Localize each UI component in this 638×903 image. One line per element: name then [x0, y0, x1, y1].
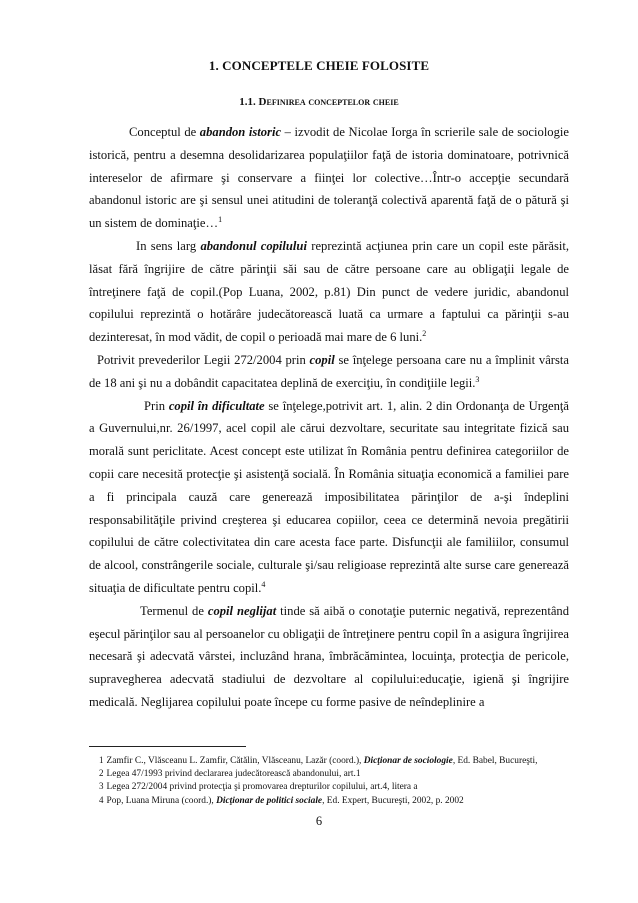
- text-run: Legea 272/2004 privind protecţia şi promovarea drepturilor copilului, art.4, litera a: [106, 782, 418, 793]
- footnote-ref: 1: [218, 215, 223, 225]
- body-text: [89, 121, 569, 714]
- emphasized-term: abandon istoric: [199, 125, 282, 139]
- footnote-number: 4: [99, 794, 104, 805]
- emphasized-term: copil în dificultate: [168, 398, 265, 413]
- text-run: Zamfir C., Vlăsceanu L. Zamfir, Cătălin, Vlăsceanu, Lazăr (coord.),: [106, 756, 364, 766]
- text-run: Termenul de: [140, 603, 208, 618]
- footnote: [89, 795, 569, 808]
- chapter-heading: 1. CONCEPTELE CHEIE FOLOSITE: [208, 58, 430, 73]
- paragraph: [89, 395, 569, 600]
- paragraph: [89, 235, 569, 349]
- text-run: Potrivit prevederilor Legii 272/2004 prin: [97, 352, 310, 367]
- footnote-number: 1: [99, 755, 104, 765]
- text-run: tinde să aibă o conotaţie puternic negativă, reprezentând eşecul părinţilor sau al persoanelor cu obligaţii de întreţinere pentru copil în a asigura îngrijirea necesară şi adecvată vârstei, incluzând hrana, îmbrăcămintea, locuinţa, protecţia de pericole, supravegherea adecvată stadiului de dezvoltare al copilului:educaţie, igienă şi îngrijire medicală. Neglijarea copilului poate începe cu forme pasive de neîndeplinire a: [89, 603, 570, 709]
- text-run: Pop, Luana Miruna (coord.),: [106, 795, 217, 806]
- text-run: In sens larg: [136, 238, 201, 253]
- footnote: [89, 768, 569, 781]
- text-run: Conceptul de: [129, 125, 200, 139]
- footnote-ref: 4: [261, 579, 266, 589]
- footnote-separator: [89, 746, 246, 747]
- paragraph: [89, 121, 569, 235]
- paragraph: [89, 349, 569, 395]
- text-run: se înţelege persoana care nu a împlinit vârsta de 18 ani şi nu a dobândit capacitatea deplină de exerciţiu, în condiţiile legii.: [89, 352, 569, 390]
- emphasized-term: abandonul copilului: [200, 238, 307, 253]
- emphasized-term: Dicţionar de sociologie: [363, 756, 453, 766]
- footnote: [89, 755, 569, 768]
- emphasized-term: Dicţionar de politici sociale: [216, 795, 323, 806]
- paragraph: [89, 600, 569, 714]
- footnote-number: 2: [99, 768, 104, 779]
- footnote-ref: 2: [422, 329, 427, 339]
- section-subheading: 1.1. Definirea conceptelor cheie: [239, 96, 399, 108]
- text-run: Prin: [144, 398, 169, 413]
- text-run: Legea 47/1993 privind declararea judecătorească abandonului, art.1: [106, 769, 361, 780]
- page-number: 6: [315, 814, 323, 828]
- text-run: – izvodit de Nicolae Iorga în scrierile sale de sociologie istorică, pentru a desemna desolidarizarea populaţiilor faţă de istoria dominatoare, potrivnică intereselor de afirmare şi conservare a fiinţei lor colective…Într-o accepţie secundară abandonul istoric are şi sensul unei atitudini de toleranţă colectivă aparentă faţă de o pătură şi un sistem de dominaţie…: [89, 125, 569, 231]
- footnote: [89, 781, 569, 794]
- text-run: , Ed. Expert, Bucureşti, 2002, p. 2002: [322, 795, 464, 806]
- text-run: , Ed. Babel, Bucureşti,: [452, 756, 538, 766]
- text-run: reprezintă acţiunea prin care un copil este părăsit, lăsat fără îngrijire de către părinţii săi sau de către persoane care au obligaţii legale de întreţinere faţă de copil.(Pop Luana, 2002, p.81) Din punct de vedere juridic, abandonul copilului reprezintă o hotărâre judecătorească luată ca urmare a faptului ca părinţii s-au dezinteresat, în mod vădit, de copil o perioadă mai mare de 6 luni.: [89, 238, 569, 345]
- footnotes: [89, 755, 569, 808]
- emphasized-term: copil: [309, 352, 335, 367]
- footnote-number: 3: [99, 781, 104, 792]
- text-run: se înţelege,potrivit art. 1, alin. 2 din Ordonanţa de Urgenţă a Guvernului,nr. 26/1997, acel copil ale cărui dezvoltare, securitate sau integritate fizică sau morală sunt periclitate. Acest concept este utilizat în România pentru definirea categoriilor de copii care necesită protecţie şi asistenţă socială. În România situaţia economică a familiei pare a fi principala cauză care generează imposibilitatea părinţilor de a-şi îndeplini responsabilităţile privind creşterea şi educarea copiilor, ceea ce determină nevoia pregătirii copilului de către colectivitatea din care acesta face parte. Disfuncţii ale familiilor, consumul de alcool, constrângerile sociale, culturale şi/sau religioase reprezintă alte surse care generează situaţia de dificultate pentru copil.: [89, 398, 569, 595]
- emphasized-term: copil neglijat: [207, 603, 277, 618]
- footnote-ref: 3: [475, 374, 480, 384]
